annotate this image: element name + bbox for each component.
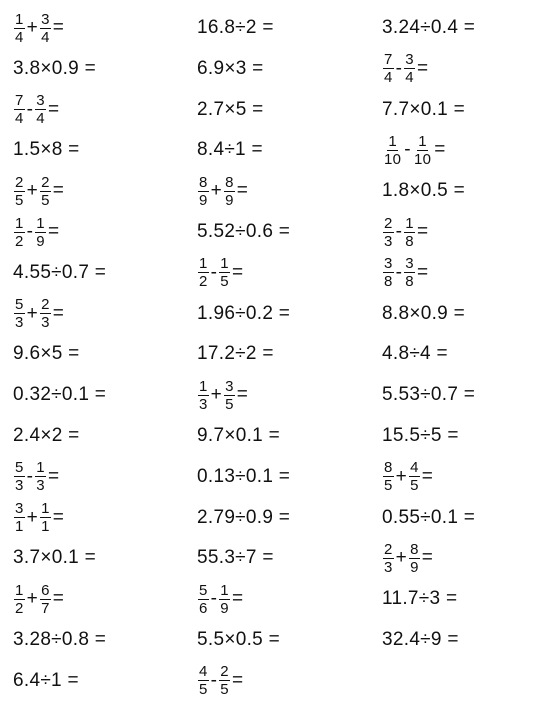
fraction-numerator: 8 bbox=[410, 540, 419, 558]
problem-cell bbox=[382, 294, 465, 334]
fraction-denominator: 10 bbox=[413, 150, 432, 168]
fraction-right bbox=[219, 664, 230, 697]
problem-row bbox=[0, 416, 552, 456]
fraction-left bbox=[14, 297, 25, 330]
problem-cell bbox=[13, 457, 59, 497]
problem-cell bbox=[197, 171, 248, 211]
equals-sign: = bbox=[231, 261, 244, 283]
equals-sign: = bbox=[47, 98, 60, 120]
fraction-right bbox=[409, 460, 420, 493]
problem-cell bbox=[13, 620, 106, 660]
problem-cell bbox=[13, 294, 64, 334]
problem-text: 7.7×0.1 = bbox=[382, 98, 465, 120]
fraction-numerator: 7 bbox=[15, 92, 24, 110]
fraction-denominator: 8 bbox=[384, 273, 393, 291]
problem-cell bbox=[13, 375, 106, 415]
problem-cell bbox=[197, 375, 248, 415]
problem-row bbox=[0, 579, 552, 619]
fraction-denominator: 3 bbox=[15, 314, 24, 332]
problem-text: 17.2÷2 = bbox=[197, 343, 274, 365]
problem-cell bbox=[197, 579, 243, 619]
fraction-numerator: 1 bbox=[15, 214, 24, 232]
operator-sign: + bbox=[26, 588, 39, 610]
problem-text: 15.5÷5 = bbox=[382, 425, 459, 446]
problem-text: 6.4÷1 = bbox=[13, 669, 79, 691]
fraction-numerator: 6 bbox=[41, 581, 50, 599]
problem-text: 4.55÷0.7 = bbox=[13, 261, 107, 283]
fraction-denominator: 4 bbox=[405, 69, 414, 87]
problem-cell bbox=[197, 498, 290, 538]
problem-cell bbox=[197, 294, 290, 334]
fraction-left bbox=[14, 12, 25, 45]
problem-cell bbox=[382, 457, 433, 497]
fraction-right bbox=[404, 256, 415, 289]
fraction-numerator: 2 bbox=[41, 173, 50, 191]
problem-cell bbox=[382, 620, 459, 660]
fraction-left bbox=[383, 256, 394, 289]
fraction-numerator: 8 bbox=[384, 459, 393, 477]
fraction-denominator: 3 bbox=[15, 477, 24, 495]
problem-cell bbox=[197, 90, 264, 130]
fraction-right bbox=[35, 216, 46, 249]
fraction-numerator: 2 bbox=[220, 663, 229, 681]
equals-sign: = bbox=[236, 180, 249, 202]
equals-sign: = bbox=[416, 221, 429, 242]
fraction-numerator: 2 bbox=[384, 540, 393, 558]
fraction-denominator: 9 bbox=[225, 191, 234, 209]
fraction-denominator: 9 bbox=[199, 191, 208, 209]
problem-text: 5.53÷0.7 = bbox=[382, 384, 476, 406]
equals-sign: = bbox=[231, 669, 244, 691]
problem-text: 5.5×0.5 = bbox=[197, 629, 280, 650]
problem-cell bbox=[382, 579, 457, 619]
fraction-left bbox=[383, 460, 394, 493]
fraction-right bbox=[413, 134, 432, 167]
operator-sign: + bbox=[395, 465, 408, 487]
problem-row bbox=[0, 375, 552, 415]
fraction-right bbox=[224, 175, 235, 208]
problem-text: 5.52÷0.6 = bbox=[197, 221, 291, 242]
problem-cell bbox=[382, 375, 475, 415]
fraction-numerator: 4 bbox=[199, 663, 208, 681]
fraction-denominator: 5 bbox=[410, 477, 419, 495]
equals-sign: = bbox=[52, 17, 65, 38]
problem-cell bbox=[13, 253, 106, 293]
fraction-numerator: 1 bbox=[220, 581, 229, 599]
problem-text: 11.7÷3 = bbox=[382, 588, 458, 610]
operator-sign: - bbox=[395, 221, 403, 242]
fraction-denominator: 2 bbox=[15, 232, 24, 250]
equals-sign: = bbox=[231, 588, 244, 610]
fraction-right bbox=[40, 583, 51, 616]
problem-row bbox=[0, 171, 552, 211]
operator-sign: + bbox=[210, 180, 223, 202]
operator-sign: - bbox=[404, 139, 411, 161]
fraction-numerator: 3 bbox=[36, 92, 45, 110]
operator-sign: + bbox=[26, 180, 39, 202]
problem-text: 6.9×3 = bbox=[197, 57, 264, 79]
problem-cell bbox=[382, 334, 448, 374]
problem-row bbox=[0, 90, 552, 130]
fraction-numerator: 3 bbox=[405, 51, 414, 69]
problem-cell bbox=[13, 661, 79, 701]
fraction-denominator: 7 bbox=[41, 599, 50, 617]
equals-sign: = bbox=[52, 180, 65, 202]
fraction-denominator: 8 bbox=[405, 232, 414, 250]
problem-text: 32.4÷9 = bbox=[382, 629, 459, 650]
fraction-numerator: 8 bbox=[225, 173, 234, 191]
problem-row bbox=[0, 253, 552, 293]
fraction-denominator: 3 bbox=[36, 477, 45, 495]
fraction-denominator: 5 bbox=[384, 477, 393, 495]
fraction-denominator: 1 bbox=[41, 518, 50, 536]
problem-cell bbox=[197, 212, 290, 252]
problem-text: 16.8÷2 = bbox=[197, 17, 274, 38]
problem-cell bbox=[382, 538, 433, 578]
problem-text: 1.96÷0.2 = bbox=[197, 302, 291, 324]
fraction-denominator: 3 bbox=[41, 314, 50, 332]
problem-cell bbox=[197, 457, 290, 497]
fraction-numerator: 7 bbox=[384, 51, 393, 69]
problem-row bbox=[0, 498, 552, 538]
fraction-right bbox=[35, 93, 46, 126]
problem-text: 2.79÷0.9 = bbox=[197, 506, 291, 528]
problem-cell bbox=[197, 253, 243, 293]
fraction-numerator: 1 bbox=[418, 132, 427, 150]
fraction-numerator: 3 bbox=[15, 500, 24, 518]
problem-cell bbox=[197, 130, 263, 170]
fraction-numerator: 5 bbox=[15, 296, 24, 314]
fraction-denominator: 4 bbox=[15, 28, 24, 46]
fraction-denominator: 3 bbox=[384, 232, 393, 250]
operator-sign: + bbox=[26, 302, 39, 324]
problem-text: 2.4×2 = bbox=[13, 425, 80, 446]
fraction-right bbox=[40, 175, 51, 208]
fraction-denominator: 6 bbox=[199, 599, 208, 617]
fraction-denominator: 5 bbox=[41, 191, 50, 209]
operator-sign: - bbox=[210, 261, 218, 283]
fraction-numerator: 3 bbox=[41, 10, 50, 28]
problem-cell bbox=[382, 130, 446, 170]
problem-text: 3.8×0.9 = bbox=[13, 57, 96, 79]
problem-cell bbox=[13, 498, 64, 538]
problem-cell bbox=[382, 90, 465, 130]
problem-text: 0.55÷0.1 = bbox=[382, 506, 476, 528]
fraction-denominator: 3 bbox=[384, 558, 393, 576]
problem-row bbox=[0, 212, 552, 252]
fraction-right bbox=[404, 216, 415, 249]
equals-sign: = bbox=[434, 139, 446, 161]
problem-cell bbox=[382, 8, 475, 48]
operator-sign: + bbox=[395, 547, 408, 569]
problem-text: 1.8×0.5 = bbox=[382, 180, 465, 202]
operator-sign: + bbox=[210, 384, 223, 406]
problem-text: 9.6×5 = bbox=[13, 343, 80, 365]
problem-row bbox=[0, 661, 552, 701]
problem-cell bbox=[197, 661, 243, 701]
problem-cell bbox=[13, 8, 64, 48]
fraction-left bbox=[383, 216, 394, 249]
fraction-numerator: 1 bbox=[220, 255, 229, 273]
fraction-right bbox=[409, 542, 420, 575]
problem-cell bbox=[13, 334, 80, 374]
fraction-denominator: 5 bbox=[220, 273, 229, 291]
fraction-denominator: 5 bbox=[225, 395, 234, 413]
fraction-left bbox=[383, 134, 402, 167]
problem-cell bbox=[382, 212, 428, 252]
problem-text: 55.3÷7 = bbox=[197, 547, 274, 569]
problem-text: 2.7×5 = bbox=[197, 98, 264, 120]
operator-sign: - bbox=[210, 588, 218, 610]
problem-cell bbox=[13, 579, 64, 619]
operator-sign: - bbox=[26, 98, 34, 120]
problem-text: 4.8÷4 = bbox=[382, 343, 448, 365]
operator-sign: - bbox=[26, 465, 34, 487]
problem-text: 8.8×0.9 = bbox=[382, 302, 465, 324]
operator-sign: - bbox=[395, 57, 403, 79]
problem-cell bbox=[197, 334, 274, 374]
fraction-numerator: 3 bbox=[405, 255, 414, 273]
problem-text: 9.7×0.1 = bbox=[197, 425, 280, 446]
fraction-left bbox=[198, 256, 209, 289]
fraction-right bbox=[35, 460, 46, 493]
problem-text: 3.24÷0.4 = bbox=[382, 17, 476, 38]
fraction-denominator: 9 bbox=[36, 232, 45, 250]
fraction-denominator: 5 bbox=[220, 681, 229, 699]
fraction-right bbox=[219, 256, 230, 289]
fraction-left bbox=[14, 460, 25, 493]
fraction-denominator: 1 bbox=[15, 518, 24, 536]
fraction-numerator: 1 bbox=[41, 500, 50, 518]
fraction-denominator: 3 bbox=[199, 395, 208, 413]
fraction-numerator: 5 bbox=[199, 581, 208, 599]
fraction-numerator: 2 bbox=[384, 214, 393, 232]
fraction-denominator: 5 bbox=[199, 681, 208, 699]
problem-cell bbox=[382, 416, 459, 456]
equals-sign: = bbox=[416, 57, 429, 79]
fraction-numerator: 5 bbox=[15, 459, 24, 477]
fraction-left bbox=[14, 93, 25, 126]
fraction-left bbox=[14, 175, 25, 208]
operator-sign: - bbox=[26, 221, 34, 242]
fraction-numerator: 1 bbox=[15, 10, 24, 28]
problem-row bbox=[0, 620, 552, 660]
problem-row bbox=[0, 457, 552, 497]
fraction-left bbox=[383, 52, 394, 85]
fraction-right bbox=[404, 52, 415, 85]
fraction-numerator: 1 bbox=[405, 214, 414, 232]
fraction-right bbox=[40, 12, 51, 45]
equals-sign: = bbox=[47, 221, 60, 242]
operator-sign: - bbox=[395, 261, 403, 283]
fraction-numerator: 2 bbox=[15, 173, 24, 191]
problem-row bbox=[0, 334, 552, 374]
problem-cell bbox=[13, 416, 80, 456]
problem-cell bbox=[13, 49, 96, 89]
problem-cell bbox=[197, 416, 280, 456]
fraction-numerator: 2 bbox=[41, 296, 50, 314]
fraction-right bbox=[40, 501, 51, 534]
fraction-numerator: 1 bbox=[15, 581, 24, 599]
problem-cell bbox=[382, 171, 465, 211]
problem-cell bbox=[197, 538, 274, 578]
problem-text: 0.13÷0.1 = bbox=[197, 465, 291, 487]
problem-cell bbox=[382, 498, 475, 538]
operator-sign: + bbox=[26, 17, 39, 38]
fraction-left bbox=[198, 379, 209, 412]
fraction-numerator: 1 bbox=[36, 214, 45, 232]
operator-sign: + bbox=[26, 506, 39, 528]
fraction-numerator: 3 bbox=[225, 377, 234, 395]
equals-sign: = bbox=[52, 302, 65, 324]
fraction-numerator: 1 bbox=[199, 255, 208, 273]
problem-cell bbox=[197, 49, 264, 89]
fraction-left bbox=[198, 175, 209, 208]
operator-sign: - bbox=[210, 669, 218, 691]
problem-text: 1.5×8 = bbox=[13, 139, 80, 161]
fraction-denominator: 5 bbox=[15, 191, 24, 209]
equals-sign: = bbox=[52, 588, 65, 610]
problem-text: 3.28÷0.8 = bbox=[13, 629, 107, 650]
fraction-right bbox=[224, 379, 235, 412]
fraction-numerator: 1 bbox=[388, 132, 397, 150]
fraction-left bbox=[14, 501, 25, 534]
problem-cell bbox=[197, 620, 280, 660]
fraction-denominator: 2 bbox=[199, 273, 208, 291]
equals-sign: = bbox=[416, 261, 429, 283]
problem-row bbox=[0, 130, 552, 170]
fraction-right bbox=[40, 297, 51, 330]
problem-cell bbox=[382, 253, 428, 293]
fraction-denominator: 8 bbox=[405, 273, 414, 291]
fraction-numerator: 3 bbox=[384, 255, 393, 273]
fraction-left bbox=[198, 583, 209, 616]
problem-cell bbox=[382, 49, 428, 89]
fraction-denominator: 10 bbox=[384, 150, 402, 168]
fraction-denominator: 9 bbox=[410, 558, 419, 576]
fraction-numerator: 1 bbox=[36, 459, 45, 477]
fraction-right bbox=[219, 583, 230, 616]
fraction-denominator: 4 bbox=[41, 28, 50, 46]
equals-sign: = bbox=[421, 547, 434, 569]
fraction-left bbox=[198, 664, 209, 697]
equals-sign: = bbox=[236, 384, 249, 406]
equals-sign: = bbox=[52, 506, 65, 528]
fraction-denominator: 4 bbox=[384, 69, 393, 87]
fraction-left bbox=[383, 542, 394, 575]
fraction-denominator: 9 bbox=[220, 599, 229, 617]
problem-cell bbox=[13, 90, 59, 130]
problem-text: 8.4÷1 = bbox=[197, 139, 263, 161]
equals-sign: = bbox=[47, 465, 60, 487]
fraction-denominator: 2 bbox=[15, 599, 24, 617]
fraction-numerator: 1 bbox=[199, 377, 208, 395]
problem-text: 3.7×0.1 = bbox=[13, 547, 96, 569]
problem-cell bbox=[13, 130, 80, 170]
equals-sign: = bbox=[421, 465, 434, 487]
problem-row bbox=[0, 538, 552, 578]
problem-cell bbox=[13, 538, 96, 578]
problem-cell bbox=[13, 171, 64, 211]
problem-row bbox=[0, 8, 552, 48]
problem-row bbox=[0, 294, 552, 334]
fraction-denominator: 4 bbox=[15, 110, 24, 128]
fraction-numerator: 8 bbox=[199, 173, 208, 191]
problem-row bbox=[0, 49, 552, 89]
fraction-denominator: 4 bbox=[36, 110, 45, 128]
problem-cell bbox=[197, 8, 274, 48]
fraction-left bbox=[14, 583, 25, 616]
problem-cell bbox=[13, 212, 59, 252]
fraction-numerator: 4 bbox=[410, 459, 419, 477]
fraction-left bbox=[14, 216, 25, 249]
problem-text: 0.32÷0.1 = bbox=[13, 384, 107, 406]
